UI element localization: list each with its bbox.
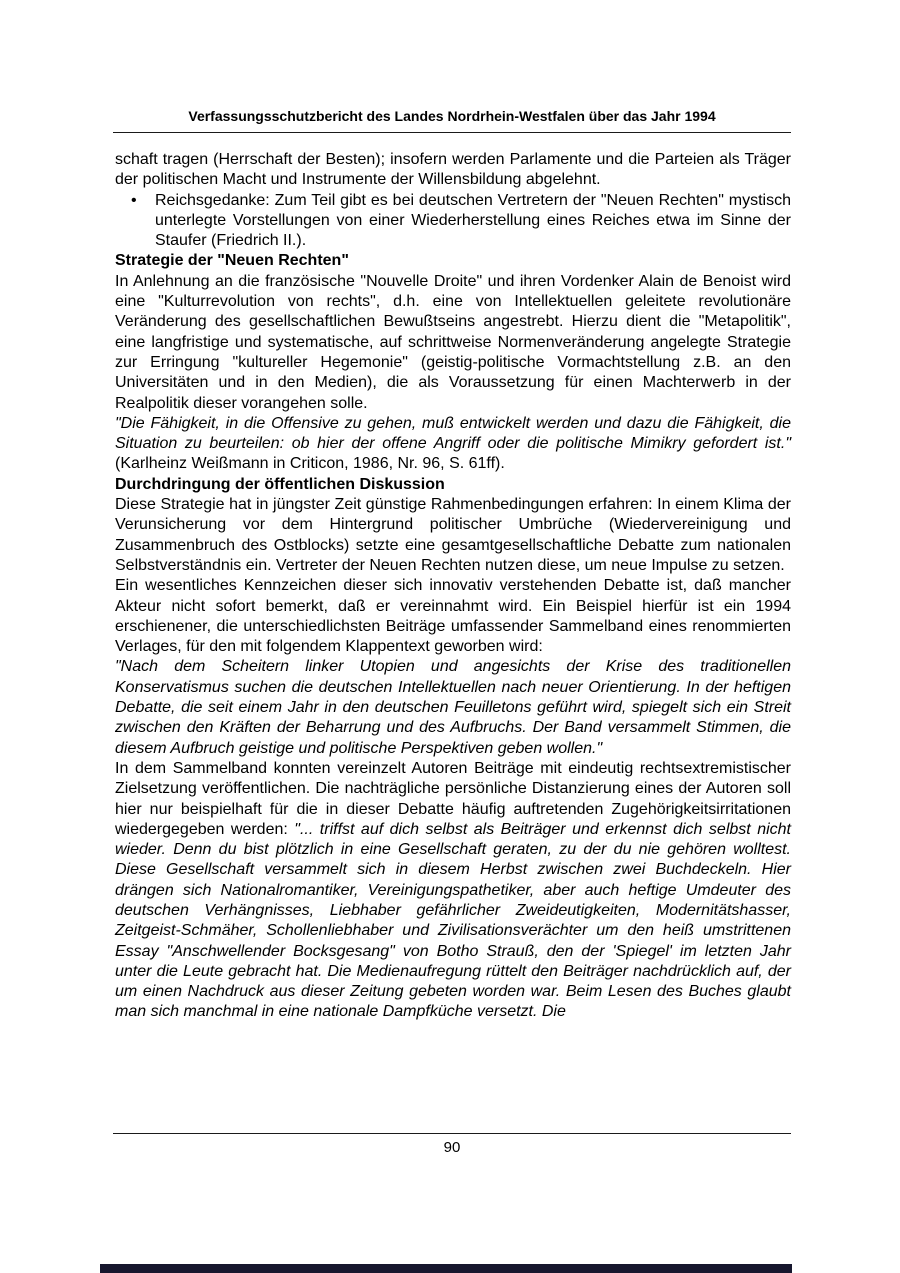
paragraph-sammelband — [115, 759, 791, 1023]
section-heading-strategie: Strategie der "Neuen Rechten" — [115, 252, 349, 270]
header-rule — [113, 132, 791, 133]
bullet-text: Reichsgedanke: Zum Teil gibt es bei deutschen Vertretern der "Neuen Rechten" mystisch unterlegte Vorstellungen von einer Wiederherstellung eines Reiches etwa im Sinne der Staufer (Friedrich II.). — [155, 191, 791, 250]
paragraph-strategie: In Anlehnung an die französische "Nouvelle Droite" und ihren Vordenker Alain de Benoist wird eine "Kulturrevolution von rechts", d.h. eine von Intellektuellen geleitete revolutionäre Veränderung des gesellschaftlichen Bewußtseins angestrebt. Hierzu dient die "Metapolitik", eine langfristige und systematische, auf schrittweise Normenveränderung angelegte Strategie zur Erringung "kultureller Hegemonie" (geistig-politische Vormachtstellung z.B. an den Universitäten und in den Medien), die als Voraussetzung für einen Machterwerb in der Realpolitik dieser vorangehen solle. — [115, 272, 791, 412]
quote-klappentext: "Nach dem Scheitern linker Utopien und angesichts der Krise des traditionellen Konservatismus suchen die deutschen Intellektuellen nach neuer Orientierung. In der heftigen Debatte, die seit einem Jahr in den deutschen Feuilletons geführt wird, spiegelt sich ein Streit zwischen den Kräften der Beharrung und des Aufbruchs. Der Band versammelt Stimmen, die diesem Aufbruch geistige und politische Perspektiven geben wollen." — [115, 658, 791, 757]
footer-rule — [113, 1133, 791, 1134]
bullet-marker: • — [131, 191, 137, 209]
quote-weissmann-source: (Karlheinz Weißmann in Criticon, 1986, Nr. 96, S. 61ff). — [115, 455, 505, 473]
paragraph-kennzeichen: Ein wesentliches Kennzeichen dieser sich innovativ verstehenden Debatte ist, daß mancher Akteur nicht sofort bemerkt, daß er vereinnahmt wird. Ein Beispiel hierfür ist ein 1994 erschienener, die unterschiedlichsten Beiträge umfassender Sammelband eines renommierten Verlages, für den mit folgendem Klappentext geworben wird: — [115, 577, 791, 656]
continuation-paragraph: schaft tragen (Herrschaft der Besten); insofern werden Parlamente und die Parteien als Träger der politischen Macht und Instrumente der Willensbildung abgelehnt. — [115, 151, 791, 189]
section-heading-durchdringung: Durchdringung der öffentlichen Diskussion — [115, 475, 445, 493]
paragraph-rahmenbedingungen: Diese Strategie hat in jüngster Zeit günstige Rahmenbedingungen erfahren: In einem Klima der Verunsicherung vor dem Hintergrund politischer Umbrüche (Wiedervereinigung und Zusammenbruch des Ostblocks) setzte eine gesamtgesellschaftliche Debatte zum nationalen Selbstverständnis ein. Vertreter der Neuen Rechten nutzen diese, um neue Impulse zu setzen. — [115, 496, 791, 574]
quote-weissmann-paragraph — [115, 414, 791, 475]
report-header-title: Verfassungsschutzbericht des Landes Nordrhein-Westfalen über das Jahr 1994 — [188, 108, 716, 124]
quote-distanzierung: "... triffst auf dich selbst als Beiträger und erkennst dich selbst nicht wieder. Denn du bist plötzlich in eine Gesellschaft geraten, zu der du nie gehören wolltest. Diese Gesellschaft versammelt sich in diesem Herbst zwischen zwei Buchdeckeln. Hier drängen sich Nationalromantiker, Vereinigungspathetiker, aber auch heftige Umdeuter des deutschen Verhängnisses, Liebhaber gefährlicher Zweideutigkeiten, Modernitätshasser, Zeitgeist-Schmäher, Schollenliebhaber und Zivilisationsverächter um den heiß umstrittenen Essay "Anschwellender Bocksgesang" von Botho Strauß, den der 'Spiegel' im letzten Jahr unter die Leute gebracht hat. Die Medienaufregung rüttelt den Beiträger nachdrücklich auf, der um einen Nachdruck aus dieser Zeitung gebeten worden war. Beim Lesen des Buches glaubt man sich manchmal in eine nationale Dampfküche versetzt. Die — [115, 820, 791, 1021]
paragraph-sammelband-intro: In dem Sammelband konnten vereinzelt Autoren Beiträge mit eindeutig rechtsextremistischer Zielsetzung veröffentlichen. Die nachträgliche persönliche Distanzierung eines der Autoren soll hier nur beispielhaft für die in dieser Debatte häufig auftretenden Zugehörigkeitsirritationen wiedergegeben werden: — [115, 759, 791, 838]
bottom-edge-bar — [100, 1264, 792, 1273]
quote-weissmann-text: "Die Fähigkeit, in die Offensive zu gehen, muß entwickelt werden und dazu die Fähigkeit, die Situation zu beurteilen: ob hier der offene Angriff oder die politische Mimikry gefordert ist." — [115, 414, 791, 453]
page-body — [115, 150, 791, 1023]
page-number: 90 — [443, 1139, 461, 1156]
bullet-item-reichsgedanke — [115, 191, 791, 252]
